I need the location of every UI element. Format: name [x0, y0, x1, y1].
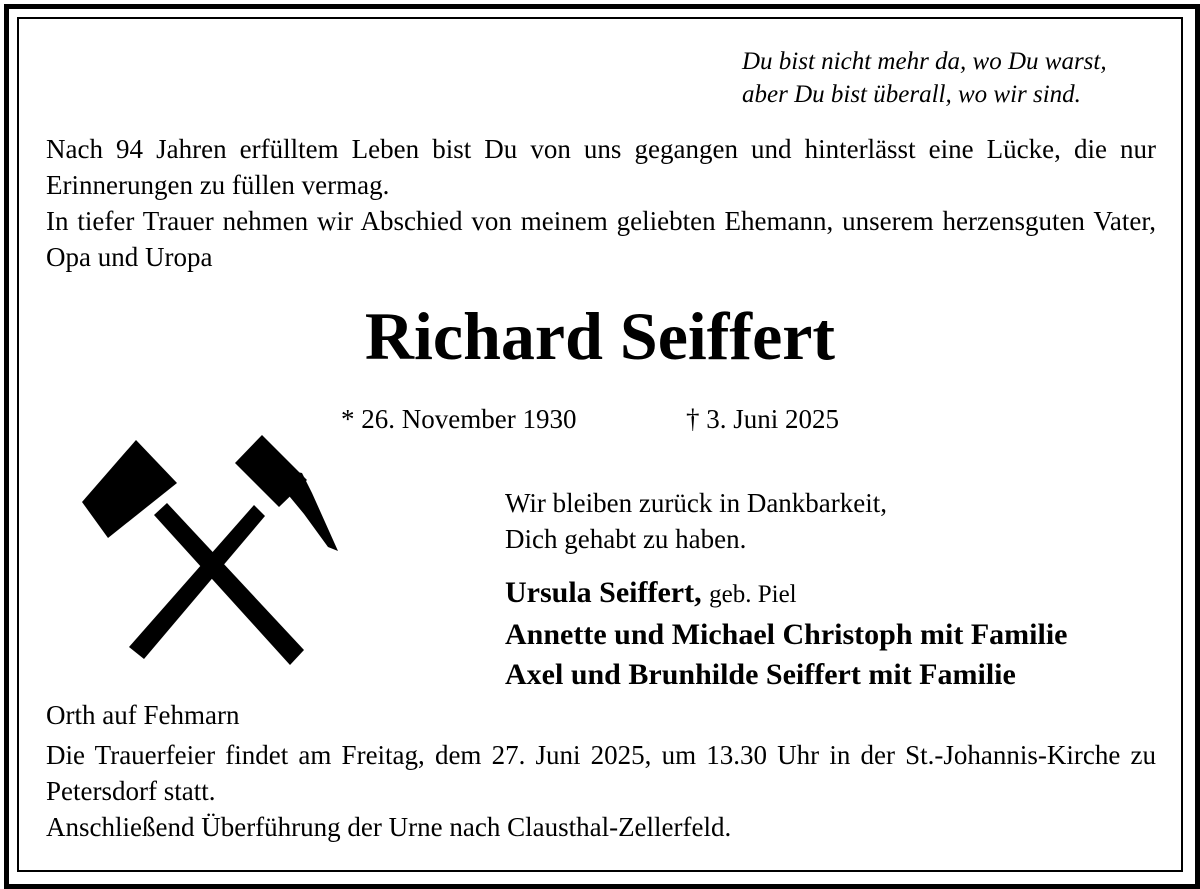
motto-quote: [742, 45, 1162, 111]
mourner-1-maiden-name: geb. Piel: [709, 581, 797, 608]
intro-paragraph-1: Nach 94 Jahren erfülltem Leben bist Du von uns gegangen und hinterlässt eine Lücke, die nur Erinnerungen zu füllen vermag.: [46, 134, 1156, 200]
intro-paragraph-2: In tiefer Trauer nehmen wir Abschied von meinem geliebten Ehemann, unserem herzensguten Vater, Opa und Uropa: [46, 206, 1156, 272]
thanks-line-2: Dich gehabt zu haben.: [505, 524, 747, 554]
place-name: Orth auf Fehmarn: [46, 700, 240, 730]
urn-transfer-info: Anschließend Überführung der Urne nach Clausthal-Zellerfeld.: [46, 812, 732, 842]
mourner-1: [505, 573, 1068, 615]
hammer-and-pick-icon: [80, 435, 342, 667]
motto-line-1: Du bist nicht mehr da, wo Du warst,: [742, 48, 1107, 75]
mourner-2: Annette und Michael Christoph mit Familie: [505, 618, 1068, 651]
motto-line-2: aber Du bist überall, wo wir sind.: [742, 81, 1081, 108]
funeral-info: Die Trauerfeier findet am Freitag, dem 27. Juni 2025, um 13.30 Uhr in der St.-Johannis-Kirche zu Petersdorf statt.: [46, 740, 1156, 806]
mourner-3: Axel und Brunhilde Seiffert mit Familie: [505, 658, 1016, 691]
birth-date: * 26. November 1930: [341, 404, 577, 434]
death-date: † 3. Juni 2025: [686, 404, 840, 434]
thanks-quote: [505, 485, 887, 557]
mourner-1-name: Ursula Seiffert,: [505, 576, 702, 609]
mourners-list: [505, 573, 1068, 695]
thanks-line-1: Wir bleiben zurück in Dankbarkeit,: [505, 488, 888, 518]
deceased-name: Richard Seiffert: [364, 298, 836, 374]
